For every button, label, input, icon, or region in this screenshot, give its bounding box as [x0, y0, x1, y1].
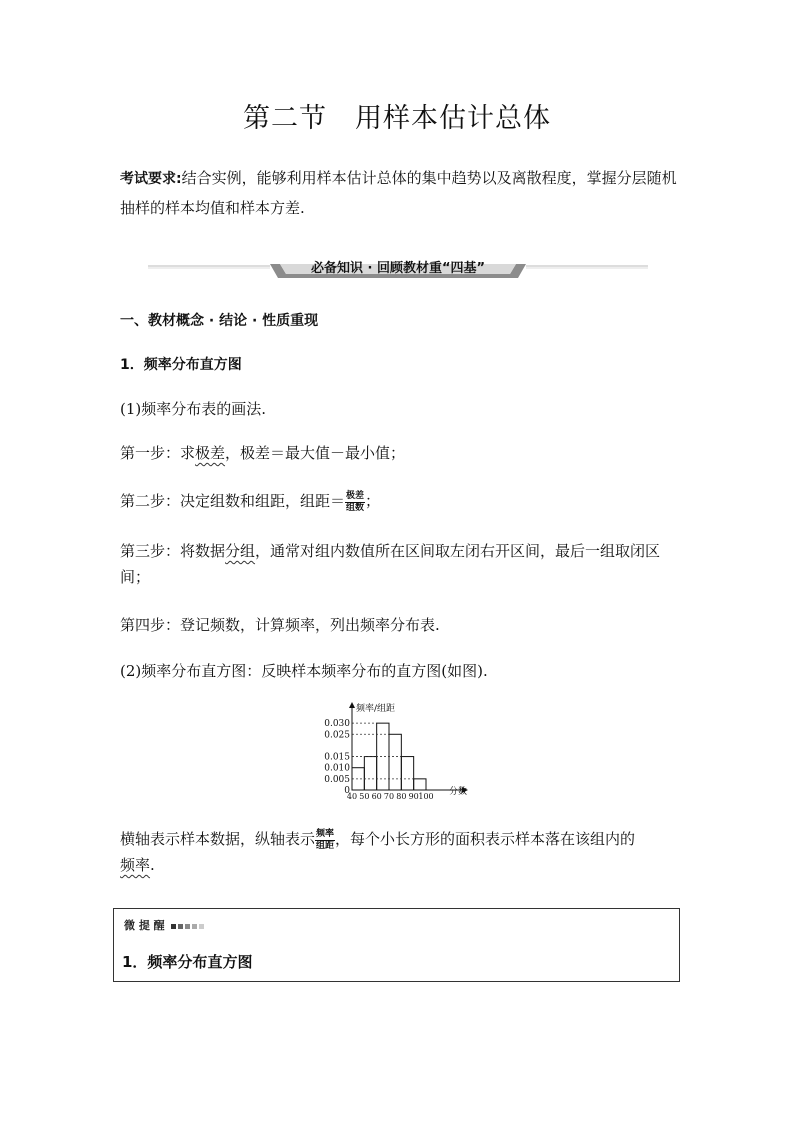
x-tick-label: 60 [371, 792, 382, 801]
y-tick-label: 0.010 [324, 763, 350, 774]
histogram-bar [389, 734, 401, 790]
tip-square [171, 924, 176, 929]
x-tick-label: 40 [346, 792, 358, 801]
y-tick-label: 0 [344, 786, 350, 796]
histogram-bar [377, 723, 389, 790]
histogram-bar [364, 757, 376, 790]
axis-desc-emphasis: 频率 [120, 856, 151, 874]
exam-requirements [120, 164, 680, 223]
y-tick-label: 0.005 [324, 774, 350, 785]
fraction-numerator: 极差 [346, 490, 365, 501]
histogram-svg [318, 702, 478, 802]
exam-requirements-text: 结合实例，能够利用样本估计总体的集中趋势以及离散程度，掌握分层随机抽样的样本均值和样本方差. [120, 169, 677, 217]
tip-box [113, 908, 680, 982]
y-tick-label: 0.015 [324, 752, 350, 763]
step-two [120, 488, 680, 514]
step-one [120, 440, 680, 466]
step-two-lead: 第二步：决定组数和组距，组距＝ [120, 492, 346, 510]
step-three-rest: ，通常对组内数值所在区间取左闭右开区间，最后一组取闭区间； [120, 542, 661, 586]
x-tick-label: 80 [396, 792, 407, 801]
y-axis-label: 频率/组距 [356, 704, 396, 714]
item-heading: 1．频率分布直方图 [120, 357, 242, 373]
section-banner [148, 252, 648, 280]
axis-desc-lead: 横轴表示样本数据，纵轴表示 [120, 830, 316, 848]
tip-square [185, 924, 190, 929]
y-axis-arrow [349, 702, 355, 708]
step-three-lead: 第三步：将数据 [120, 542, 226, 560]
fraction-denominator: 组距 [316, 840, 335, 851]
tip-square [192, 924, 197, 929]
x-tick-label: 90 [408, 792, 419, 801]
histogram-bar [401, 757, 413, 790]
step-one-lead: 第一步：求 [120, 444, 196, 462]
y-tick-label: 0.030 [324, 719, 350, 730]
axis-desc-middle: ，每个小长方形的面积表示样本落在该组内的 [335, 830, 636, 848]
step-four: 第四步：登记频数，计算频率，列出频率分布表. [120, 616, 440, 634]
step-three-emphasis: 分组 [225, 542, 256, 560]
step-two-rest: ； [365, 492, 381, 510]
fraction-numerator: 频率 [316, 828, 335, 839]
histogram-bar [414, 779, 426, 790]
page-title: 第二节 用样本估计总体 [243, 103, 551, 134]
x-tick-label: 70 [383, 792, 395, 801]
tip-item: 1．频率分布直方图 [122, 953, 253, 971]
axis-description [120, 826, 680, 878]
paragraph-histogram: (2)频率分布直方图：反映样本频率分布的直方图(如图). [120, 662, 488, 680]
frequency-histogram [318, 702, 478, 802]
tip-square [178, 924, 183, 929]
tip-label [124, 917, 204, 933]
tip-square [199, 924, 204, 929]
exam-requirements-key: 考试要求: [120, 171, 182, 187]
step-one-rest: ，极差＝最大值－最小值； [225, 444, 406, 462]
section-heading: 一、教材概念 · 结论 · 性质重现 [120, 313, 319, 329]
fraction-freq-over-width [315, 829, 335, 852]
paragraph-table-method: (1)频率分布表的画法. [120, 400, 267, 418]
fraction-range-over-groups [345, 491, 365, 514]
axis-desc-end: . [150, 856, 155, 874]
step-three [120, 538, 680, 590]
x-tick-label: 100 [418, 792, 434, 801]
x-tick-label: 50 [359, 792, 370, 801]
banner-text: 必备知识 · 回顾教材重“四基” [310, 261, 486, 276]
x-axis-label: 分数 [449, 787, 468, 797]
y-tick-label: 0.025 [324, 730, 350, 741]
tip-label-text: 微 提 醒 [124, 919, 165, 932]
step-one-emphasis: 极差 [195, 444, 226, 462]
fraction-denominator: 组数 [346, 502, 365, 513]
